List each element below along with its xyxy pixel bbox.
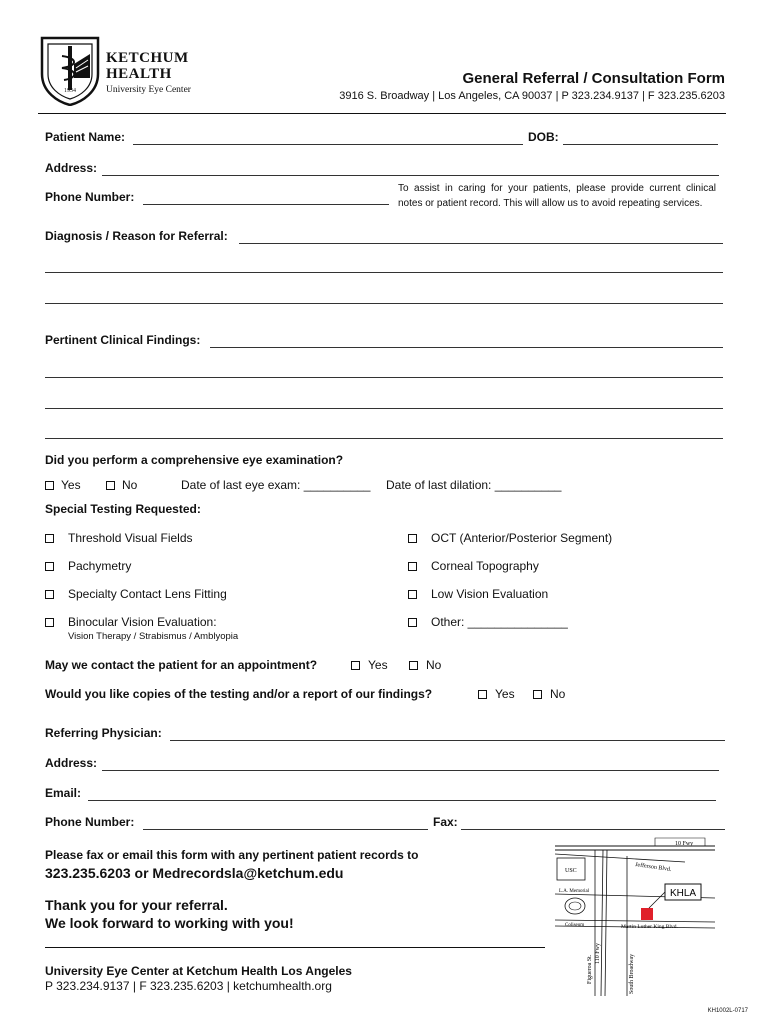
copies-yes-label: Yes [495, 687, 515, 701]
contact-lens-fitting-checkbox[interactable] [45, 590, 54, 599]
contact-question: May we contact the patient for an appointment? [45, 658, 318, 672]
findings-field-1[interactable] [210, 347, 723, 348]
referrer-email-field[interactable] [88, 800, 716, 801]
exam-no-label: No [122, 478, 138, 492]
header-address: 3916 S. Broadway | Los Angeles, CA 90037 | P 323.234.9137 | F 323.235.6203 [339, 90, 725, 102]
patient-name-field[interactable] [133, 144, 523, 145]
oct-label: OCT (Anterior/Posterior Segment) [431, 531, 613, 545]
diagnosis-field-1[interactable] [239, 243, 723, 244]
contact-no-label: No [426, 658, 442, 672]
copies-no-checkbox[interactable] [533, 690, 542, 699]
findings-field-3[interactable] [45, 408, 723, 409]
referrer-fax-label: Fax: [433, 815, 458, 829]
findings-field-4[interactable] [45, 438, 723, 439]
org-name: University Eye Center at Ketchum Health Los Angeles [45, 964, 352, 978]
logo-name-line-2: HEALTH [106, 66, 172, 82]
exam-yes-checkbox[interactable] [45, 481, 54, 490]
copies-yes-checkbox[interactable] [478, 690, 487, 699]
logo-subtitle: University Eye Center [106, 85, 191, 95]
other-checkbox[interactable] [408, 618, 417, 627]
findings-field-2[interactable] [45, 377, 723, 378]
svg-text:South Broadway: South Broadway [629, 953, 635, 994]
low-vision-label: Low Vision Evaluation [431, 587, 549, 601]
form-title: General Referral / Consultation Form [462, 70, 725, 87]
svg-text:L.A. Memorial: L.A. Memorial [559, 889, 590, 894]
exam-no-checkbox[interactable] [106, 481, 115, 490]
last-dilation-date[interactable]: Date of last dilation: __________ [386, 478, 562, 492]
patient-phone-field[interactable] [143, 204, 389, 205]
street-map-icon [555, 836, 715, 1000]
referrer-phone-field[interactable] [143, 829, 428, 830]
binocular-vision-label: Binocular Vision Evaluation: [68, 615, 217, 629]
location-map [555, 836, 715, 1000]
referrer-fax-field[interactable] [461, 829, 725, 830]
contact-no-checkbox[interactable] [409, 661, 418, 670]
referrer-email-label: Email: [45, 786, 82, 800]
contact-lens-fitting-label: Specialty Contact Lens Fitting [68, 587, 227, 601]
diagnosis-field-2[interactable] [45, 272, 723, 273]
diagnosis-label: Diagnosis / Reason for Referral: [45, 229, 228, 243]
shield-logo-icon [38, 34, 102, 106]
copies-no-label: No [550, 687, 566, 701]
exam-yes-label: Yes [61, 478, 81, 492]
findings-label: Pertinent Clinical Findings: [45, 333, 201, 347]
svg-text:10 Fwy: 10 Fwy [675, 841, 694, 847]
thanks-line-1: Thank you for your referral. [45, 897, 228, 913]
svg-text:Martin Luther King Blvd.: Martin Luther King Blvd. [621, 924, 678, 930]
org-contact: P 323.234.9137 | F 323.235.6203 | ketchumhealth.org [45, 979, 332, 993]
svg-text:Jefferson Blvd.: Jefferson Blvd. [634, 862, 672, 874]
dob-label: DOB: [528, 130, 559, 144]
header-divider [38, 113, 726, 114]
physician-field[interactable] [170, 740, 725, 741]
patient-phone-label: Phone Number: [45, 190, 135, 204]
patient-address-label: Address: [45, 161, 98, 175]
exam-question: Did you perform a comprehensive eye examination? [45, 453, 344, 467]
thanks-line-2: We look forward to working with you! [45, 915, 294, 931]
binocular-vision-checkbox[interactable] [45, 618, 54, 627]
diagnosis-field-3[interactable] [45, 303, 723, 304]
svg-text:USC: USC [565, 868, 577, 874]
referrer-address-field[interactable] [102, 770, 719, 771]
other-label[interactable]: Other: _______________ [431, 615, 568, 629]
referrer-address-label: Address: [45, 756, 98, 770]
contact-yes-label: Yes [368, 658, 388, 672]
special-testing-label: Special Testing Requested: [45, 502, 201, 516]
patient-address-field[interactable] [102, 175, 719, 176]
svg-text:1934: 1934 [64, 88, 76, 94]
pachymetry-label: Pachymetry [68, 559, 132, 573]
records-note: To assist in caring for your patients, please provide current clinical notes or patient record. This will allow us to avoid repeating services. [398, 183, 716, 209]
logo [38, 34, 198, 106]
threshold-visual-fields-label: Threshold Visual Fields [68, 531, 193, 545]
contact-yes-checkbox[interactable] [351, 661, 360, 670]
form-code: KH1002L-0717 [707, 1008, 748, 1014]
fax-instruction: Please fax or email this form with any pertinent patient records to [45, 848, 419, 862]
svg-text:Coliseum: Coliseum [565, 923, 585, 928]
binocular-vision-sublabel: Vision Therapy / Strabismus / Amblyopia [68, 631, 239, 642]
fax-email-contact: 323.235.6203 or Medrecordsla@ketchum.edu [45, 865, 344, 881]
copies-question: Would you like copies of the testing and/or a report of our findings? [45, 687, 433, 701]
ketchum-location-marker [641, 908, 653, 920]
svg-text:110 Fwy: 110 Fwy [595, 943, 601, 964]
referrer-phone-label: Phone Number: [45, 815, 135, 829]
pachymetry-checkbox[interactable] [45, 562, 54, 571]
dob-field[interactable] [563, 144, 718, 145]
footer-divider [45, 947, 545, 948]
patient-name-label: Patient Name: [45, 130, 126, 144]
logo-name-line-1: KETCHUM [106, 50, 189, 66]
oct-checkbox[interactable] [408, 534, 417, 543]
last-exam-date[interactable]: Date of last eye exam: __________ [181, 478, 371, 492]
physician-label: Referring Physician: [45, 726, 162, 740]
svg-text:Figueroa St.: Figueroa St. [587, 954, 593, 984]
svg-text:KHLA: KHLA [669, 888, 697, 899]
corneal-topography-label: Corneal Topography [431, 559, 539, 573]
low-vision-checkbox[interactable] [408, 590, 417, 599]
threshold-visual-fields-checkbox[interactable] [45, 534, 54, 543]
corneal-topography-checkbox[interactable] [408, 562, 417, 571]
